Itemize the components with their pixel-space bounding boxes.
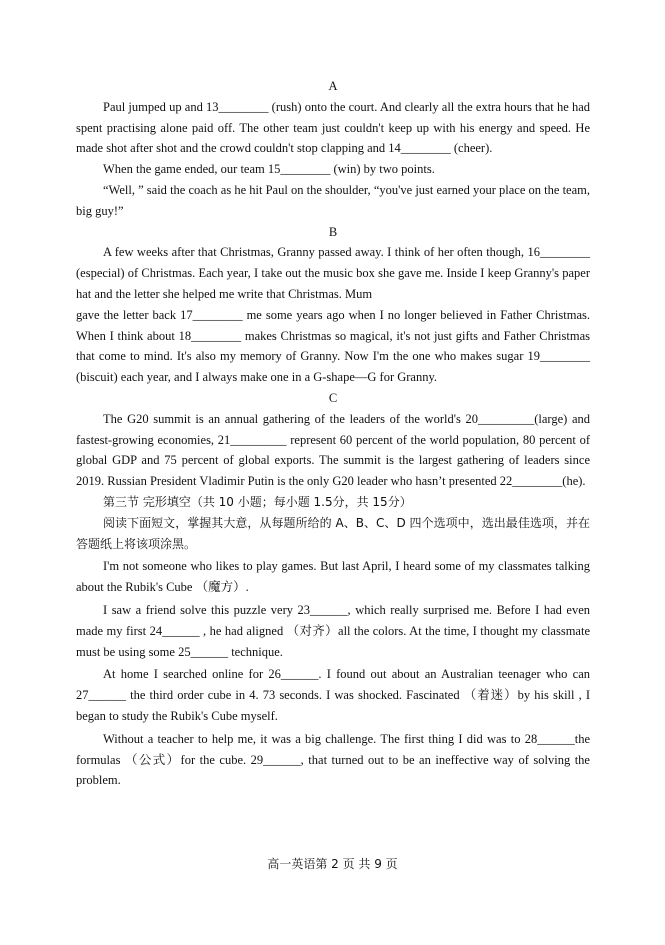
section-a-paragraph-3: “Well, ” said the coach as he hit Paul on the shoulder, “you've just earned your place on the team, big guy!” <box>76 182 590 218</box>
section-a-paragraph-1: Paul jumped up and 13________ (rush) onto the court. And clearly all the extra hours that he had spent practising alone paid off. The other team just couldn't keep up with his energy and speed. He made shot after shot and the crowd couldn't stop clapping and 14________ (cheer). <box>76 99 590 156</box>
page-footer: 高一英语第 2 页 共 9 页 <box>267 857 398 871</box>
section-a-heading: A <box>328 79 338 93</box>
part3-title: 第三节 完形填空（共 10 小题；每小题 1.5分，共 15分） <box>103 494 412 509</box>
part3-instruction: 阅读下面短文，掌握其大意，从每题所给的 A、B、C、D 四个选项中，选出最佳选项，并在答题纸上将该项涂黑。 <box>76 515 590 551</box>
page-content <box>76 76 590 791</box>
section-b-paragraph-2: gave the letter back 17________ me some years ago when I no longer believed in Father Christmas. When I think about 18________ makes Christmas so magical, it's not just gifts and Father Christmas that come to mind. It's also my memory of Granny. Now I'm the one who makes sugar 19________ (biscuit) each year, and I always make one in a G-shape—G for Granny. <box>76 307 590 385</box>
section-b-paragraph-1: A few weeks after that Christmas, Granny passed away. I think of her often though, 16________ (especial) of Christmas. Each year, I take out the music box she gave me. Inside I keep Granny's paper hat and the letter she helped me write that Christmas. Mum <box>76 245 590 301</box>
section-a-paragraph-2: When the game ended, our team 15________ (win) by two points. <box>103 162 435 177</box>
cloze-paragraph-3: At home I searched online for 26______. I found out about an Australian teenager who can 27______ the third order cube in 4. 73 seconds. I was shocked. Fascinated （着迷）by his skill , I began to study the Rubik's Cube myself. <box>76 667 590 723</box>
cloze-paragraph-1: I'm not someone who likes to play games. But last April, I heard some of my classmates talking about the Rubik's Cube （魔方）. <box>76 559 590 595</box>
section-c-heading: C <box>328 390 338 405</box>
cloze-paragraph-2: I saw a friend solve this puzzle very 23______, which really surprised me. Before I had even made my first 24______ , he had aligned （对齐）all the colors. At the time, I thought my classmate must be using some 25______ technique. <box>76 602 590 659</box>
section-c-paragraph-1: The G20 summit is an annual gathering of the leaders of the world's 20_________(large) and fastest-growing economies, 21_________ represent 60 percent of the world population, 80 percent of global GDP and 75 percent of global exports. The summit is the largest gathering of leaders since 2019. Russian President Vladimir Putin is the only G20 leader who hasn’t presented 22________(he). <box>76 411 590 489</box>
cloze-paragraph-4: Without a teacher to help me, it was a big challenge. The first thing I did was to 28______the formulas （公式）for the cube. 29______, that turned out to be an ineffective way of solving the problem. <box>76 731 590 788</box>
section-b-heading: B <box>328 224 338 239</box>
